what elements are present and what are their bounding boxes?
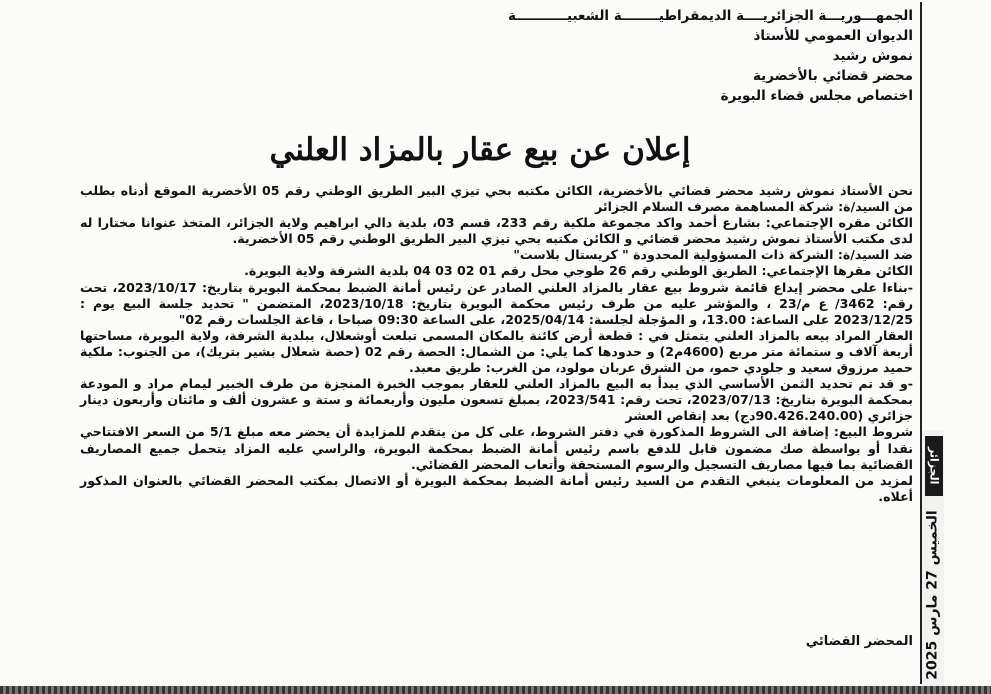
issue-date-text: الخميس 27 مارس 2025 xyxy=(925,510,941,680)
issue-date xyxy=(921,500,945,690)
paragraph-requester-address: الكائن مقره الإجتماعي: بشارع أحمد واكد مجموعة ملكية رقم 233، قسم 03، بلدية دالي ابراهيم ولاية الجزائر، المتخذ عنوانا مختارا له لدى مكتب الأستاذ نموش رشيد محضر قضائي و الكائن مكتبه بحي تيزي البير الطريق الوطني رقم 05 الأخضرية. xyxy=(80,215,913,247)
newspaper-logo: الجزائر xyxy=(925,436,943,496)
paragraph-procedure: -بناءا على محضر إيداع قائمة شروط بيع عقار بالمزاد العلني الصادر عن رئيس أمانة الضبط بمحكمة البويرة بتاريخ: 2023/10/17، تحت رقم: 3462/ ع م/23 ، والمؤشر عليه من طرف رئيس محكمة البويرة بتاريخ: 2023/10/18، المتضمن " تحديد جلسة البيع يوم : 2023/12/25 على الساعة: 13.00، و المؤجلة لجلسة: 2025/04/14، على الساعة 09:30 صباحا ، قاعة الجلسات رقم 02" xyxy=(80,279,913,327)
announcement-body xyxy=(80,183,913,505)
header-office: الديوان العمومي للأستاذ xyxy=(753,28,913,44)
paragraph-sale-conditions: شروط البيع: إضافة الى الشروط المذكورة في دفتر الشروط، على كل من يتقدم للمزايدة أن يحضر معه مبلغ 5/1 من السعر الافتتاحي نقدا أو بواسطة صك مضمون قابل للدفع باسم رئيس أمانة الضبط بمحكمة البويرة، والراسي عليه المزاد يتحمل جميع المصاريف القضائية بما فيها مصاريف التسجيل والرسوم المستحقة وأتعاب المحضر القضائي. xyxy=(80,424,913,472)
paragraph-defendant: ضد السيد/ة: الشركة ذات المسؤولية المحدودة " كريستال بلاست" xyxy=(513,247,913,263)
bottom-border xyxy=(0,686,991,694)
announcement-title: إعلان عن بيع عقار بالمزاد العلني xyxy=(269,132,691,168)
header-republic: الجمهـــوريـــة الجزائريــــة الديمقراطيــــــــة الشعبيـــــــــــة xyxy=(508,8,913,24)
issuer-header xyxy=(353,6,913,106)
signature: المحضر القضائي xyxy=(805,634,913,649)
paragraph-base-price: -و قد تم تحديد الثمن الأساسي الذي يبدأ به البيع بالمزاد العلني للعقار بموجب الخبرة المنجزة من طرف الخبير ليمام مراد و المودعة بمحكمة البويرة بتاريخ: 2023/07/13، تحت رقم: 2023/541، بمبلغ تسعون مليون وأربعمائة و ستة و عشرون ألف و مائتان وأربعون دينار جزائري (90.426.240.00دج) بعد إنقاص العشر xyxy=(80,376,913,424)
paragraph-defendant-address: الكائن مقرها الإجتماعي: الطريق الوطني رقم 26 طوجي محل رقم 01 02 03 04 بلدية الشرفة ولاية البويرة. xyxy=(244,263,913,279)
paragraph-property: العقار المراد بيعه بالمزاد العلني يتمثل في : قطعة أرض كائنة بالمكان المسمى تبلعت أوشعلال، ببلدية الشرفة، ولاية البويرة، مساحتها أربعة آلاف و ستمائة متر مربع (4600م2) و حدودها كما يلي: من الشمال: الحصة رقم 02 (حصة شعلال بشير بتريك)، من الجنوب: ملكية حميد مرزوق سعيد و جلودي حمو، من الشرق عربان مولود، من الغرب: طريق معبد. xyxy=(80,327,913,376)
header-name: نموش رشيد xyxy=(832,48,913,64)
paragraph-contact: لمزيد من المعلومات ينبغي التقدم من السيد رئيس أمانة الضبط بمحكمة البويرة أو الاتصال بمكتب المحضر القضائي بالعنوان المذكور أعلاه. xyxy=(80,472,913,504)
header-jurisdiction: اختصاص مجلس قضاء البويرة xyxy=(720,88,913,104)
header-bailiff: محضر قضائي بالأخضرية xyxy=(752,68,913,84)
paragraph-requester: نحن الأستاذ نموش رشيد محضر قضائي بالأخضرية، الكائن مكتبه بحي تيزي البير الطريق الوطني رقم 05 الأخضرية الموقع أدناه بطلب من السيد/ة: شركة المساهمة مصرف السلام الجزائر xyxy=(80,183,914,215)
